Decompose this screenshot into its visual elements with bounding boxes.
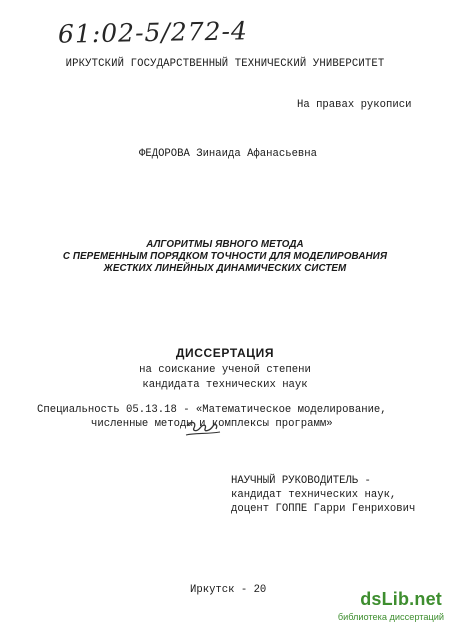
specialty-line-2: численные методы и комплексы программ» [91, 418, 333, 430]
advisor-line-2: кандидат технических наук, [231, 489, 397, 501]
dissertation-subtitle-2: кандидата технических наук [142, 379, 308, 391]
rights-note: На правах рукописи [297, 99, 412, 111]
handwritten-catalog-code: 61:02-5/272-4 [57, 16, 249, 49]
scientific-advisor [231, 474, 415, 516]
specialty-line-1: Специальность 05.13.18 - «Математическое моделирование, [37, 404, 387, 416]
city-year: Иркутск - 20 [190, 584, 267, 596]
thesis-title [0, 239, 450, 275]
dissertation-heading: ДИССЕРТАЦИЯ [175, 346, 275, 360]
handwritten-initials-mark [183, 414, 223, 442]
dissertation-subtitle-1: на соискание ученой степени [139, 364, 311, 376]
university-name: ИРКУТСКИЙ ГОСУДАРСТВЕННЫЙ ТЕХНИЧЕСКИЙ УНИВЕРСИТЕТ [65, 58, 385, 70]
dslib-subtitle: библиотека диссертаций [337, 612, 444, 622]
title-line-1: АЛГОРИТМЫ ЯВНОГО МЕТОДА [146, 239, 304, 250]
author-name: ФЕДОРОВА Зинаида Афанасьевна [139, 148, 318, 160]
dslib-watermark [328, 589, 450, 635]
advisor-line-1: НАУЧНЫЙ РУКОВОДИТЕЛЬ - [231, 475, 371, 487]
title-line-2: С ПЕРЕМЕННЫМ ПОРЯДКОМ ТОЧНОСТИ ДЛЯ МОДЕЛИРОВАНИЯ [62, 251, 388, 262]
advisor-line-3: доцент ГОППЕ Гарри Генрихович [231, 503, 416, 515]
dslib-logo: dsLib.net [360, 589, 442, 609]
title-line-3: ЖЕСТКИХ ЛИНЕЙНЫХ ДИНАМИЧЕСКИХ СИСТЕМ [103, 263, 347, 274]
